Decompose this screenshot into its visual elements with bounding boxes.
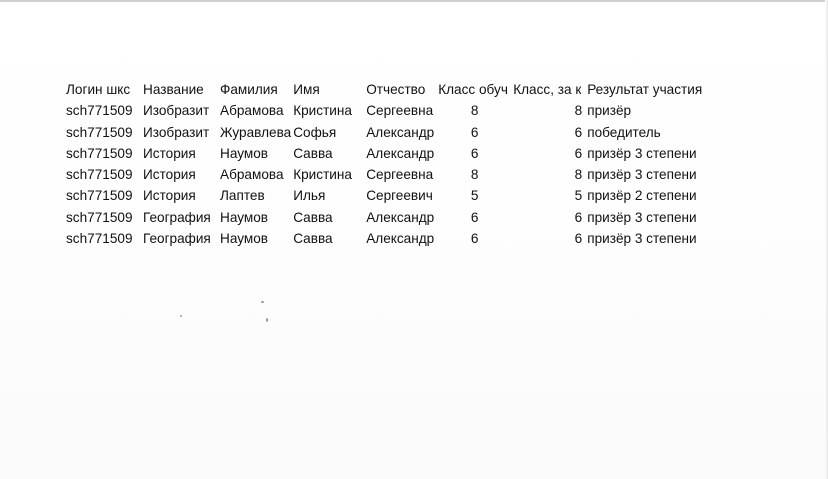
cell-patronymic: Сергеевна (366, 167, 434, 183)
cell-grade: 5 (470, 188, 479, 204)
cell-surname: Абрамова (220, 167, 284, 183)
scan-top-edge (0, 0, 828, 2)
cell-subject: Изобразит (143, 103, 210, 119)
table-row (64, 122, 722, 143)
scan-speck (261, 301, 264, 303)
cell-result: призёр (587, 103, 632, 119)
table-row (64, 143, 722, 164)
scan-speck (180, 315, 182, 317)
cell-login: sch771509 (66, 145, 133, 161)
cell-competed-grade: 6 (574, 124, 583, 140)
header-competed-grade: Класс, за к (513, 82, 582, 97)
cell-result: призёр 3 степени (587, 145, 697, 161)
cell-result: призёр 3 степени (587, 231, 697, 247)
cell-login: sch771509 (66, 167, 133, 183)
header-login: Логин шкс (66, 82, 131, 97)
cell-result: призёр 2 степени (587, 188, 697, 204)
cell-competed-grade: 8 (574, 103, 583, 119)
cell-subject: Изобразит (143, 124, 210, 140)
table-row (64, 207, 722, 228)
cell-patronymic: Александр (366, 124, 435, 140)
cell-patronymic: Сергеевна (366, 103, 434, 119)
table-row (64, 164, 722, 185)
cell-surname: Наумов (220, 209, 268, 225)
cell-surname: Абрамова (220, 103, 284, 119)
header-first-name: Имя (293, 82, 320, 97)
cell-patronymic: Александр (366, 209, 435, 225)
cell-competed-grade: 6 (574, 209, 583, 225)
cell-subject: История (143, 188, 196, 204)
cell-patronymic: Сергеевич (366, 188, 433, 204)
cell-first-name: Савва (293, 231, 333, 247)
table-row (64, 100, 722, 121)
cell-competed-grade: 6 (574, 145, 583, 161)
scan-speck (266, 318, 268, 322)
cell-grade: 6 (470, 209, 479, 225)
cell-first-name: Савва (293, 209, 333, 225)
cell-surname: Журавлева (220, 124, 292, 140)
cell-surname: Лаптев (220, 188, 265, 204)
cell-login: sch771509 (66, 209, 133, 225)
cell-grade: 6 (470, 124, 479, 140)
cell-first-name: Софья (293, 124, 337, 140)
cell-first-name: Кристина (293, 167, 352, 183)
cell-result: победитель (587, 124, 661, 140)
cell-login: sch771509 (66, 103, 133, 119)
cell-competed-grade: 6 (574, 231, 583, 247)
header-row (64, 79, 722, 100)
header-result: Результат участия (587, 82, 703, 97)
cell-first-name: Илья (293, 188, 326, 204)
cell-grade: 8 (470, 167, 479, 183)
header-patronymic: Отчество (366, 82, 426, 97)
cell-grade: 6 (470, 231, 479, 247)
cell-subject: История (143, 145, 196, 161)
cell-competed-grade: 8 (574, 167, 583, 183)
cell-first-name: Кристина (293, 103, 352, 119)
cell-competed-grade: 5 (574, 188, 583, 204)
cell-subject: История (143, 167, 196, 183)
header-subject: Название (143, 82, 204, 97)
cell-first-name: Савва (293, 145, 333, 161)
cell-surname: Наумов (220, 231, 268, 247)
cell-subject: География (143, 209, 211, 225)
table-row (64, 185, 722, 206)
cell-patronymic: Александр (366, 231, 435, 247)
cell-login: sch771509 (66, 124, 133, 140)
cell-login: sch771509 (66, 188, 133, 204)
cell-grade: 8 (470, 103, 479, 119)
cell-login: sch771509 (66, 231, 133, 247)
cell-result: призёр 3 степени (587, 167, 697, 183)
cell-subject: География (143, 231, 211, 247)
cell-surname: Наумов (220, 145, 268, 161)
header-grade: Класс обуч (438, 82, 508, 97)
header-surname: Фамилия (220, 82, 278, 97)
cell-patronymic: Александр (366, 145, 435, 161)
cell-grade: 6 (470, 145, 479, 161)
cell-result: призёр 3 степени (587, 209, 697, 225)
results-table (64, 79, 722, 249)
table-row (64, 228, 722, 249)
